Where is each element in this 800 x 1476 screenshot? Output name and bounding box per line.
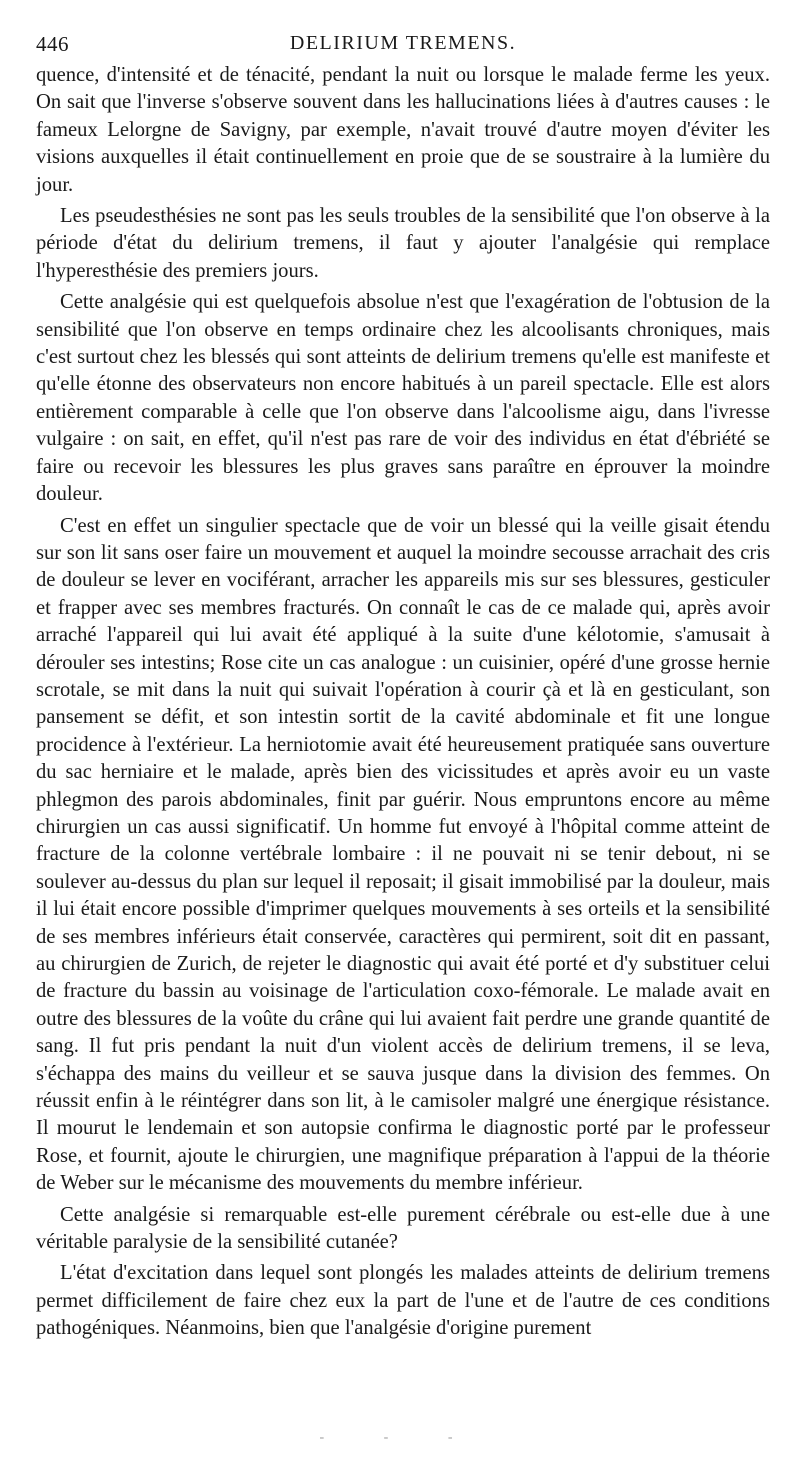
paragraph-continued: quence, d'intensité et de ténacité, pendant la nuit ou lorsque le malade ferme les yeux. On sait que l'inverse s'observe souvent dans les hallucinations liées à d'autres causes : le fameux Lelorgne de Savigny, par exemple, n'avait trouvé d'autre moyen d'éviter les visions auxquelles il était continuellement en proie que de se soustraire à la lumière du jour. (36, 64, 770, 196)
body-text (36, 62, 770, 1343)
paragraph: C'est en effet un singulier spectacle que de voir un blessé qui la veille gisait étendu sur son lit sans oser faire un mouvement et auquel la moindre secousse arrachait des cris de douleur se lever en vociférant, arracher les appareils mis sur ses blessures, gesticuler et frapper avec ses membres fracturés. On connaît le cas de ce malade qui, après avoir arraché l'appareil qui lui avait été appliqué à la suite d'une kélotomie, s'amusait à dérouler ses intestins; Rose cite un cas analogue : un cuisinier, opéré d'une grosse hernie scrotale, se mit dans la nuit qui suivait l'opération à courir çà et là en gesticulant, son pansement se défit, et son intestin sortit de la cavité abdominale et fit une longue procidence à l'extérieur. La herniotomie avait été heureusement pratiquée sans ouverture du sac herniaire et le malade, après bien des vicissitudes et après avoir eu un vaste phlegmon des parois abdominales, finit par guérir. Nous empruntons encore au même chirurgien un cas aussi significatif. Un homme fut envoyé à l'hôpital comme atteint de fracture de la colonne vertébrale lombaire : il ne pouvait ni se tenir debout, ni se soulever au-dessus du plan sur lequel il reposait; il gisait immobilisé par la douleur, mais il lui était encore possible d'imprimer quelques mouvements à ses orteils et la sensibilité de ses membres inférieurs était conservée, caractères qui permirent, soit dit en passant, au chirurgien de Zurich, de rejeter le diagnostic qui avait été porté et d'y substituer celui de fracture du bassin au voisinage de l'articulation coxo-fémorale. Le malade avait en outre des blessures de la voûte du crâne qui lui avaient fait perdre une grande quantité de sang. Il fut pris pendant la nuit d'un violent accès de delirium tremens, il se leva, s'échappa des mains du veilleur et se sauva jusque dans la division des femmes. On réussit enfin à le réintégrer dans son lit, à le camisoler malgré une énergique résistance. Il mourut le lendemain et son autopsie confirma le diagnostic porté par le professeur Rose, et fournit, ajoute le chirurgien, une magnifique préparation à l'appui de la théorie de Weber sur le mécanisme des mouvements du membre inférieur. (36, 514, 770, 1195)
paragraph: Les pseudesthésies ne sont pas les seuls troubles de la sensibilité que l'on observe à la période d'état du delirium tremens, il faut y ajouter l'analgésie qui remplace l'hyperesthésie des premiers jours. (36, 205, 770, 282)
page-number: 446 (36, 32, 69, 56)
paragraph: L'état d'excitation dans lequel sont plongés les malades atteints de delirium tremens permet difficilement de faire chez eux la part de l'une et de l'autre de ces conditions pathogéniques. Néanmoins, bien que l'analgésie d'origine purement (36, 1262, 770, 1340)
paragraph: Cette analgésie qui est quelquefois absolue n'est que l'exagération de l'obtusion de la sensibilité que l'on observe en temps ordinaire chez les alcoolisants chroniques, mais c'est surtout chez les blessés qui sont atteints de delirium tremens qu'elle est manifeste et qu'elle étonne des observateurs non encore habitués à un pareil spectacle. Elle est alors entièrement comparable à celle que l'on observe dans l'alcoolisme aigu, dans l'ivresse vulgaire : on sait, en effet, qu'il n'est pas rare de voir des individus en état d'ébriété se faire ou recevoir les blessures les plus graves sans paraître en éprouver la moindre douleur. (36, 291, 770, 506)
running-title: DELIRIUM TREMENS. (289, 32, 517, 54)
paragraph: Cette analgésie si remarquable est-elle purement cérébrale ou est-elle due à une véritable paralysie de la sensibilité cutanée? (36, 1203, 770, 1254)
page-header (36, 28, 770, 58)
footer-marks: - - - (319, 1430, 481, 1445)
